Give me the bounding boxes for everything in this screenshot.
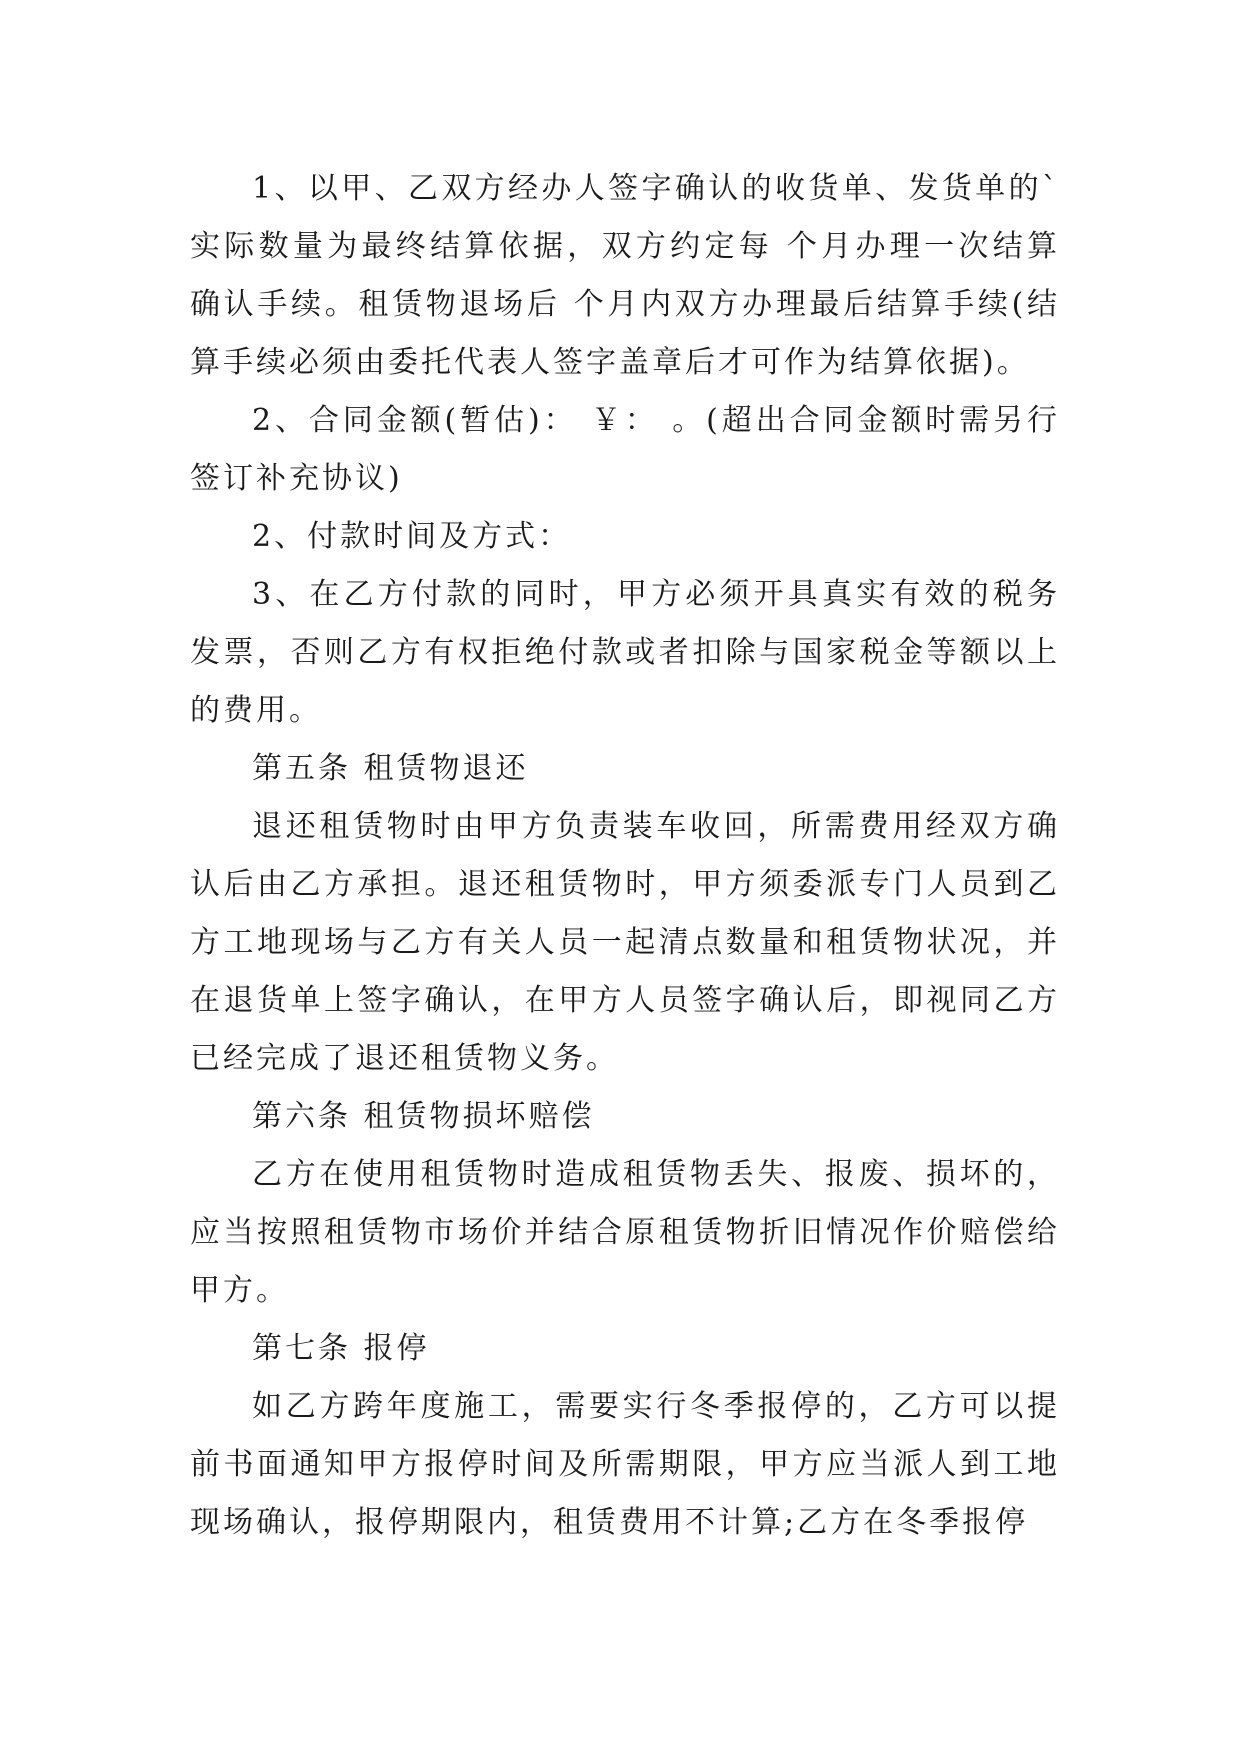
paragraph-contract-amount: 2、合同金额(暂估)： ￥： 。(超出合同金额时需另行签订补充协议) <box>190 403 1060 496</box>
paragraph-payment-method: 2、付款时间及方式： <box>252 519 572 554</box>
section-heading-article-6: 第六条 租赁物损坏赔偿 <box>252 1099 595 1134</box>
section-heading-article-5: 第五条 租赁物退还 <box>252 751 529 786</box>
section-heading-article-7: 第七条 报停 <box>252 1331 430 1366</box>
paragraph-settlement-basis: 1、以甲、乙双方经办人签字确认的收货单、发货单的`实际数量为最终结算依据，双方约定每 个月办理一次结算确认手续。租赁物退场后 个月内双方办理最后结算手续(结算手续必须由委托代表人签字盖章后才可作为结算依据)。 <box>190 171 1060 380</box>
paragraph-tax-invoice: 3、在乙方付款的同时，甲方必须开具真实有效的税务发票，否则乙方有权拒绝付款或者扣除与国家税金等额以上的费用。 <box>190 577 1060 728</box>
document-body <box>190 160 1060 1552</box>
paragraph-return-of-leased-items: 退还租赁物时由甲方负责装车收回，所需费用经双方确认后由乙方承担。退还租赁物时，甲方须委派专门人员到乙方工地现场与乙方有关人员一起清点数量和租赁物状况，并在退货单上签字确认，在甲方人员签字确认后，即视同乙方已经完成了退还租赁物义务。 <box>190 809 1060 1076</box>
paragraph-suspension: 如乙方跨年度施工，需要实行冬季报停的，乙方可以提前书面通知甲方报停时间及所需期限，甲方应当派人到工地现场确认，报停期限内，租赁费用不计算;乙方在冬季报停 <box>190 1389 1060 1540</box>
paragraph-damage-compensation: 乙方在使用租赁物时造成租赁物丢失、报废、损坏的，应当按照租赁物市场价并结合原租赁物折旧情况作价赔偿给甲方。 <box>190 1157 1060 1308</box>
